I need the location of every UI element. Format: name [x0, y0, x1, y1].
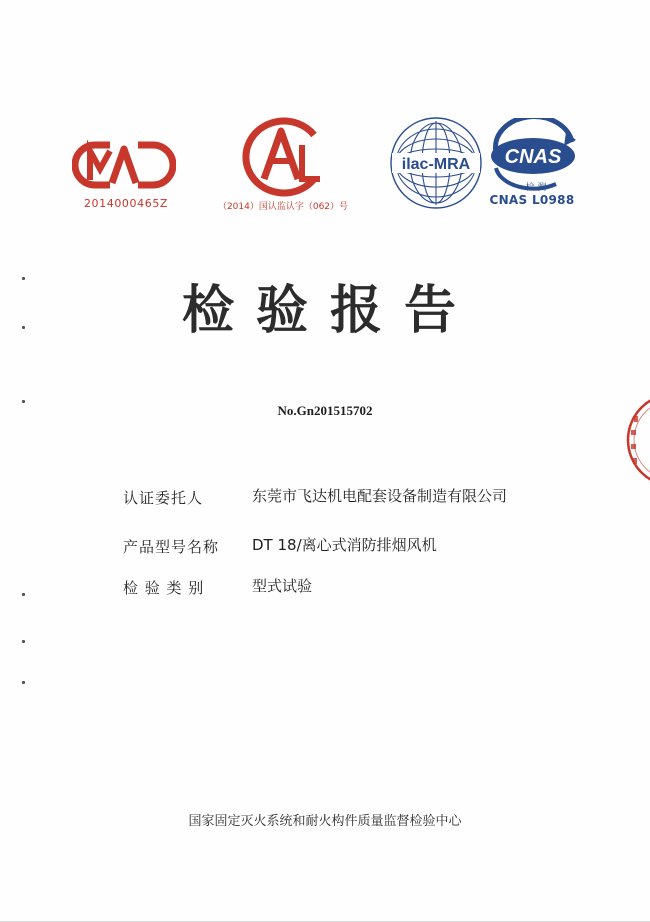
report-title: 检验报告: [181, 281, 478, 341]
binding-mark: [22, 593, 25, 596]
binding-mark: [22, 640, 25, 643]
field-test-type-label: 检 验 类 别: [123, 579, 205, 597]
cnas-text: CNAS: [504, 146, 562, 168]
cal-caption: （2014）国认监认字（062）号: [217, 202, 349, 212]
seal-stamp: [622, 390, 650, 490]
cnas-code: CNAS L0988: [489, 193, 575, 207]
field-product-value: DT 18/离心式消防排烟风机: [252, 536, 437, 554]
cma-number: 2014000465Z: [83, 197, 169, 210]
field-test-type-value: 型式试验: [252, 577, 313, 595]
field-product-label: 产品型号名称: [123, 538, 220, 556]
field-client-label: 认证委托人: [123, 489, 204, 507]
binding-mark: [22, 326, 25, 329]
issuing-organization: 国家固定灭火系统和耐火构件质量监督检验中心: [188, 814, 462, 829]
cnas-logo: [486, 118, 580, 196]
binding-mark: [22, 681, 25, 684]
cma-logo: [72, 135, 176, 195]
report-number: No.Gn201515702: [277, 403, 373, 418]
binding-mark: [22, 400, 25, 403]
field-client-value: 东莞市飞达机电配套设备制造有限公司: [252, 487, 508, 505]
binding-mark: [22, 277, 25, 280]
cnas-sub-text: 检 测: [525, 183, 547, 193]
ilac-mra-text: ilac-MRA: [401, 156, 471, 173]
cal-logo: [236, 117, 326, 197]
ilac-mra-logo: [388, 115, 484, 211]
